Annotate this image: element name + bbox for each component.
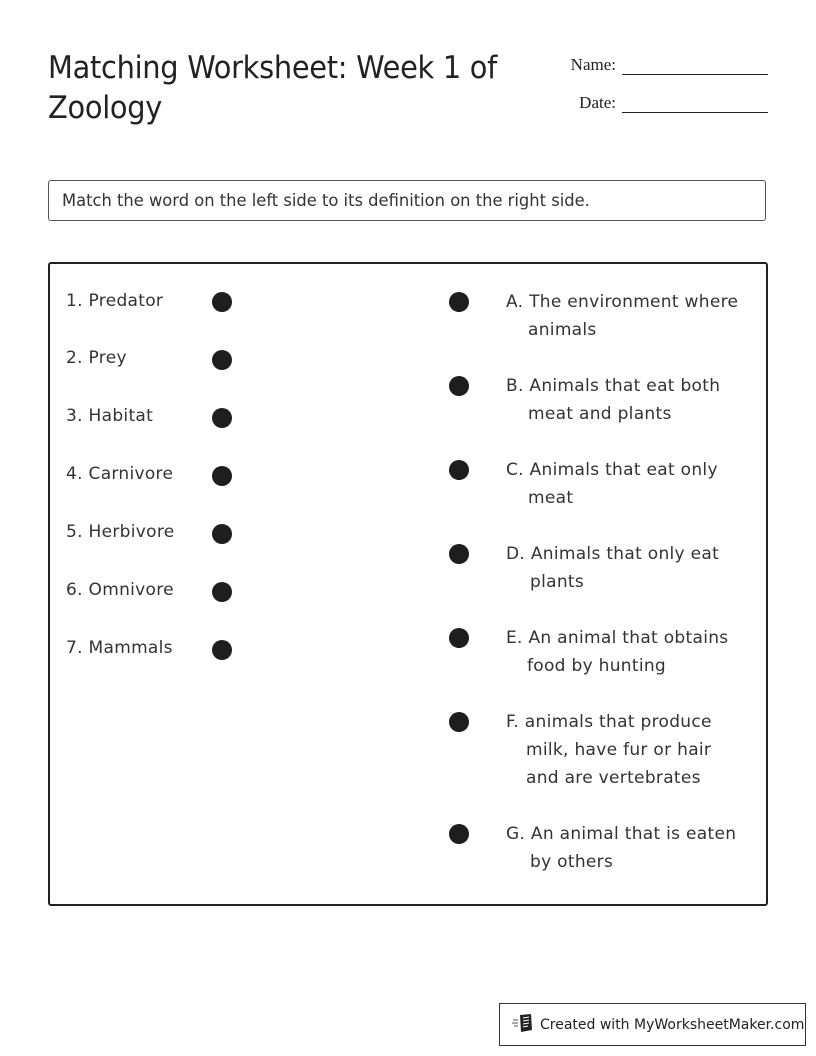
instructions-text: Match the word on the left side to its definition on the right side. [62, 190, 590, 211]
term-item: 2. Prey [66, 348, 127, 368]
definition-dot-d[interactable] [449, 544, 469, 564]
term-item: 3. Habitat [66, 406, 154, 426]
definition-dot-g[interactable] [449, 824, 469, 844]
name-blank-line[interactable] [622, 54, 768, 75]
term-item: 1. Predator [66, 291, 164, 311]
definition-item: D. Animals that only eat plants [506, 544, 720, 592]
definition-item: B. Animals that eat both meat and plants [506, 376, 721, 424]
term-dot-2[interactable] [212, 350, 232, 370]
term-dot-7[interactable] [212, 640, 232, 660]
date-blank-line[interactable] [622, 92, 768, 113]
definition-item: F. animals that produce milk, have fur or hair and are vertebrates [506, 712, 712, 788]
term-dot-6[interactable] [212, 582, 232, 602]
definition-dot-a[interactable] [449, 292, 469, 312]
term-dot-1[interactable] [212, 292, 232, 312]
date-field [566, 92, 768, 113]
name-field [566, 54, 768, 75]
definition-item: G. An animal that is eaten by others [506, 824, 737, 872]
term-dot-3[interactable] [212, 408, 232, 428]
term-dot-5[interactable] [212, 524, 232, 544]
page-title: Matching Worksheet: Week 1 of Zoology [48, 50, 498, 126]
date-label: Date: [579, 93, 616, 112]
term-item: 4. Carnivore [66, 464, 174, 484]
footer-credit[interactable] [499, 1003, 806, 1046]
worksheet-logo-icon [512, 1013, 540, 1037]
name-label: Name: [570, 55, 616, 74]
definition-dot-c[interactable] [449, 460, 469, 480]
term-item: 7. Mammals [66, 638, 173, 658]
term-item: 6. Omnivore [66, 580, 174, 600]
definition-item: C. Animals that eat only meat [506, 460, 718, 508]
definition-dot-f[interactable] [449, 712, 469, 732]
definition-item: E. An animal that obtains food by hunting [506, 628, 729, 676]
definition-dot-e[interactable] [449, 628, 469, 648]
footer-text: Created with MyWorksheetMaker.com [540, 1016, 805, 1033]
definition-dot-b[interactable] [449, 376, 469, 396]
instructions-box [48, 180, 766, 221]
term-item: 5. Herbivore [66, 522, 175, 542]
definition-item: A. The environment where animals [506, 292, 739, 340]
term-dot-4[interactable] [212, 466, 232, 486]
